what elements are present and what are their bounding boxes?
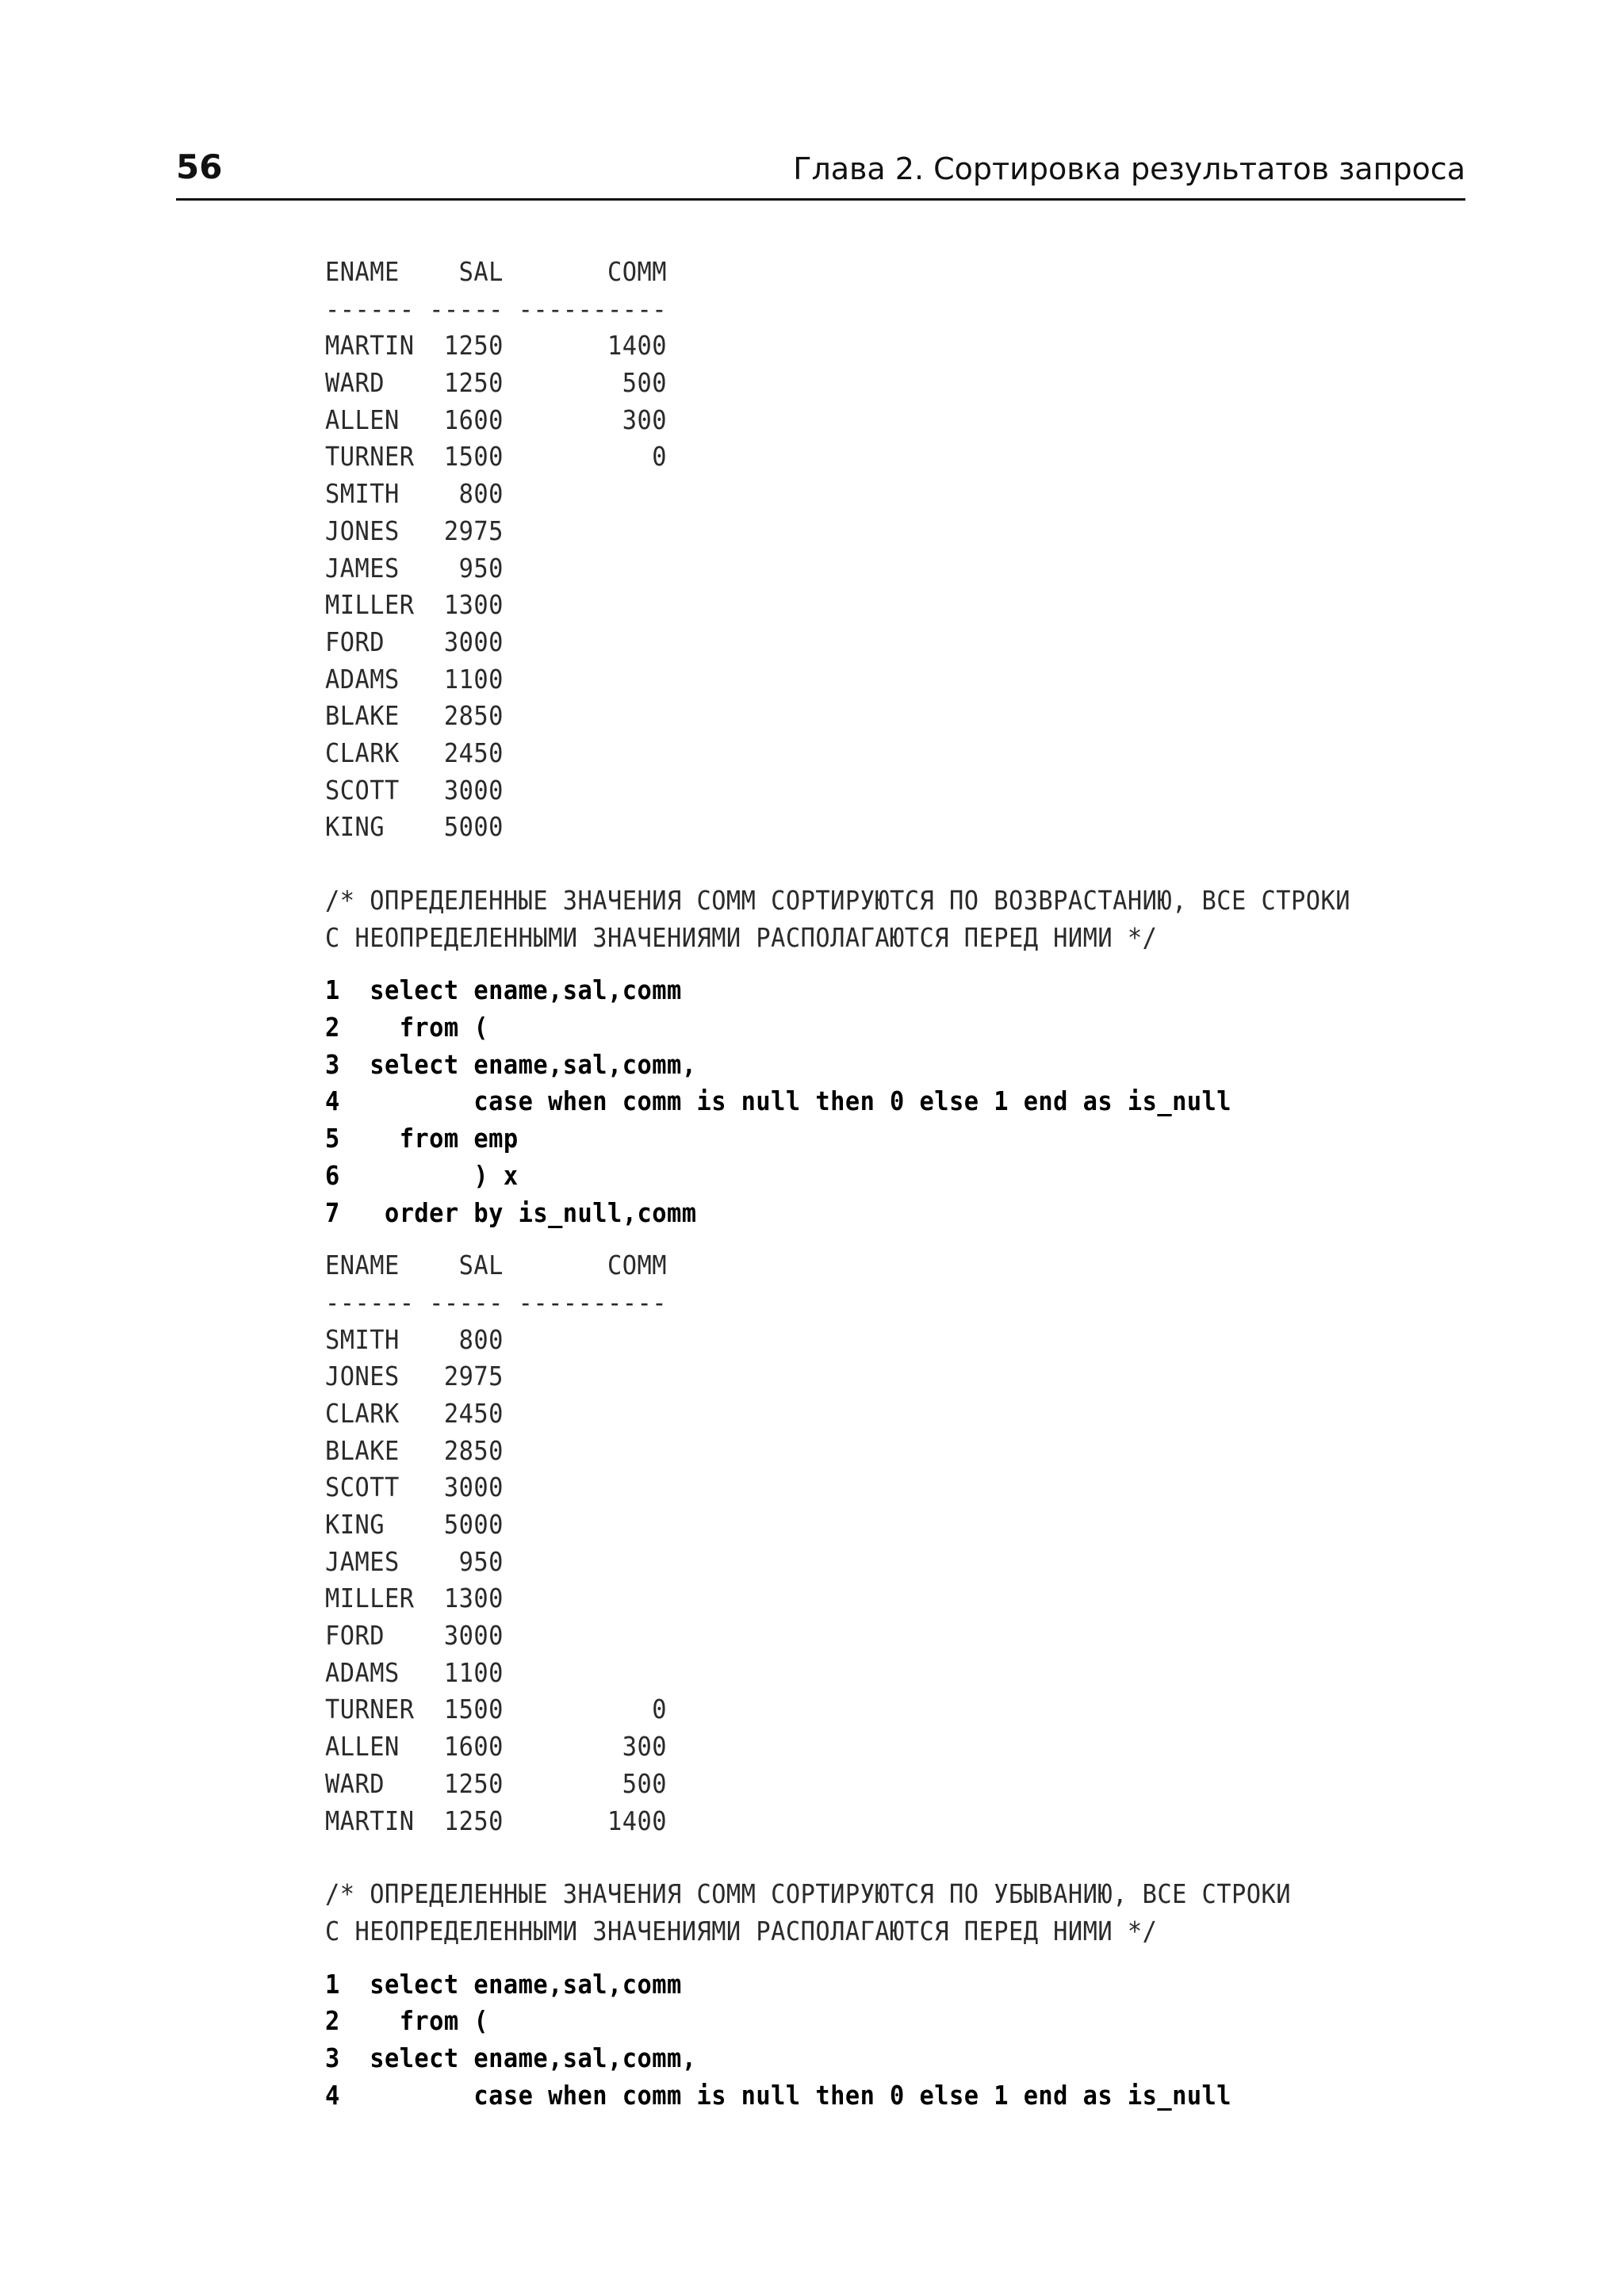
output-line: BLAKE 2850	[325, 700, 504, 732]
code-line: 7 order by is_null,comm	[325, 1196, 697, 1228]
output-line: JAMES 950	[325, 552, 504, 584]
output-line: WARD 1250 500	[325, 367, 667, 399]
sql-code-listing-2	[325, 1966, 1467, 2115]
output-line: ------ ----- ----------	[325, 1286, 667, 1318]
code-line: 6 ) x	[325, 1159, 519, 1191]
output-line: TURNER 1500 0	[325, 441, 667, 473]
output-line: ALLEN 1600 300	[325, 404, 667, 435]
page-content	[325, 254, 1467, 2114]
output-line: SCOTT 3000	[325, 774, 504, 806]
comment-line: С НЕОПРЕДЕЛЕННЫМИ ЗНАЧЕНИЯМИ РАСПОЛАГАЮТСЯ ПЕРЕД НИМИ */	[325, 1915, 1158, 1947]
output-line: ENAME SAL COMM	[325, 1250, 667, 1281]
page-number: 56	[176, 147, 223, 186]
query-output-2	[325, 1247, 1467, 1839]
output-line: SCOTT 3000	[325, 1472, 504, 1503]
code-line: 4 case when comm is null then 0 else 1 end as is_null	[325, 2079, 1232, 2111]
sql-code-listing-1	[325, 972, 1467, 1231]
output-line: TURNER 1500 0	[325, 1694, 667, 1725]
output-line: JONES 2975	[325, 515, 504, 546]
output-line: ADAMS 1100	[325, 1656, 504, 1688]
header-rule	[176, 198, 1465, 201]
output-line: SMITH 800	[325, 1323, 504, 1355]
output-line: WARD 1250 500	[325, 1767, 667, 1799]
output-line: SMITH 800	[325, 478, 504, 510]
comment-line: С НЕОПРЕДЕЛЕННЫМИ ЗНАЧЕНИЯМИ РАСПОЛАГАЮТСЯ ПЕРЕД НИМИ */	[325, 921, 1158, 953]
output-line: CLARK 2450	[325, 1397, 504, 1429]
output-line: ENAME SAL COMM	[325, 256, 667, 287]
output-line: JONES 2975	[325, 1361, 504, 1392]
code-line: 5 from emp	[325, 1123, 519, 1154]
code-line: 2 from (	[325, 1012, 489, 1043]
running-head: Глава 2. Сортировка результатов запроса	[793, 151, 1465, 186]
code-line: 1 select ename,sal,comm	[325, 1968, 682, 2000]
output-line: KING 5000	[325, 1509, 504, 1540]
output-line: FORD 3000	[325, 1620, 504, 1652]
sql-comment-2	[325, 1876, 1467, 1950]
output-line: BLAKE 2850	[325, 1434, 504, 1466]
output-line: MILLER 1300	[325, 1583, 504, 1614]
output-line: MILLER 1300	[325, 589, 504, 621]
code-line: 4 case when comm is null then 0 else 1 end as is_null	[325, 1085, 1232, 1117]
code-line: 1 select ename,sal,comm	[325, 974, 682, 1006]
output-line: MARTIN 1250 1400	[325, 330, 667, 362]
output-line: JAMES 950	[325, 1545, 504, 1577]
code-line: 2 from (	[325, 2005, 489, 2037]
code-line: 3 select ename,sal,comm,	[325, 1048, 697, 1080]
code-line: 3 select ename,sal,comm,	[325, 2042, 697, 2073]
output-line: KING 5000	[325, 811, 504, 843]
output-line: FORD 3000	[325, 626, 504, 657]
query-output-1	[325, 254, 1467, 846]
comment-line: /* ОПРЕДЕЛЕННЫЕ ЗНАЧЕНИЯ COMM СОРТИРУЮТСЯ ПО ВОЗВРАСТАНИЮ, ВСЕ СТРОКИ	[325, 885, 1350, 916]
output-line: ALLEN 1600 300	[325, 1731, 667, 1763]
output-line: ADAMS 1100	[325, 663, 504, 695]
output-line: ------ ----- ----------	[325, 293, 667, 324]
page-header	[176, 144, 1465, 200]
output-line: MARTIN 1250 1400	[325, 1805, 667, 1836]
output-line: CLARK 2450	[325, 737, 504, 768]
comment-line: /* ОПРЕДЕЛЕННЫЕ ЗНАЧЕНИЯ COMM СОРТИРУЮТСЯ ПО УБЫВАНИЮ, ВСЕ СТРОКИ	[325, 1878, 1291, 1910]
sql-comment-1	[325, 882, 1467, 956]
